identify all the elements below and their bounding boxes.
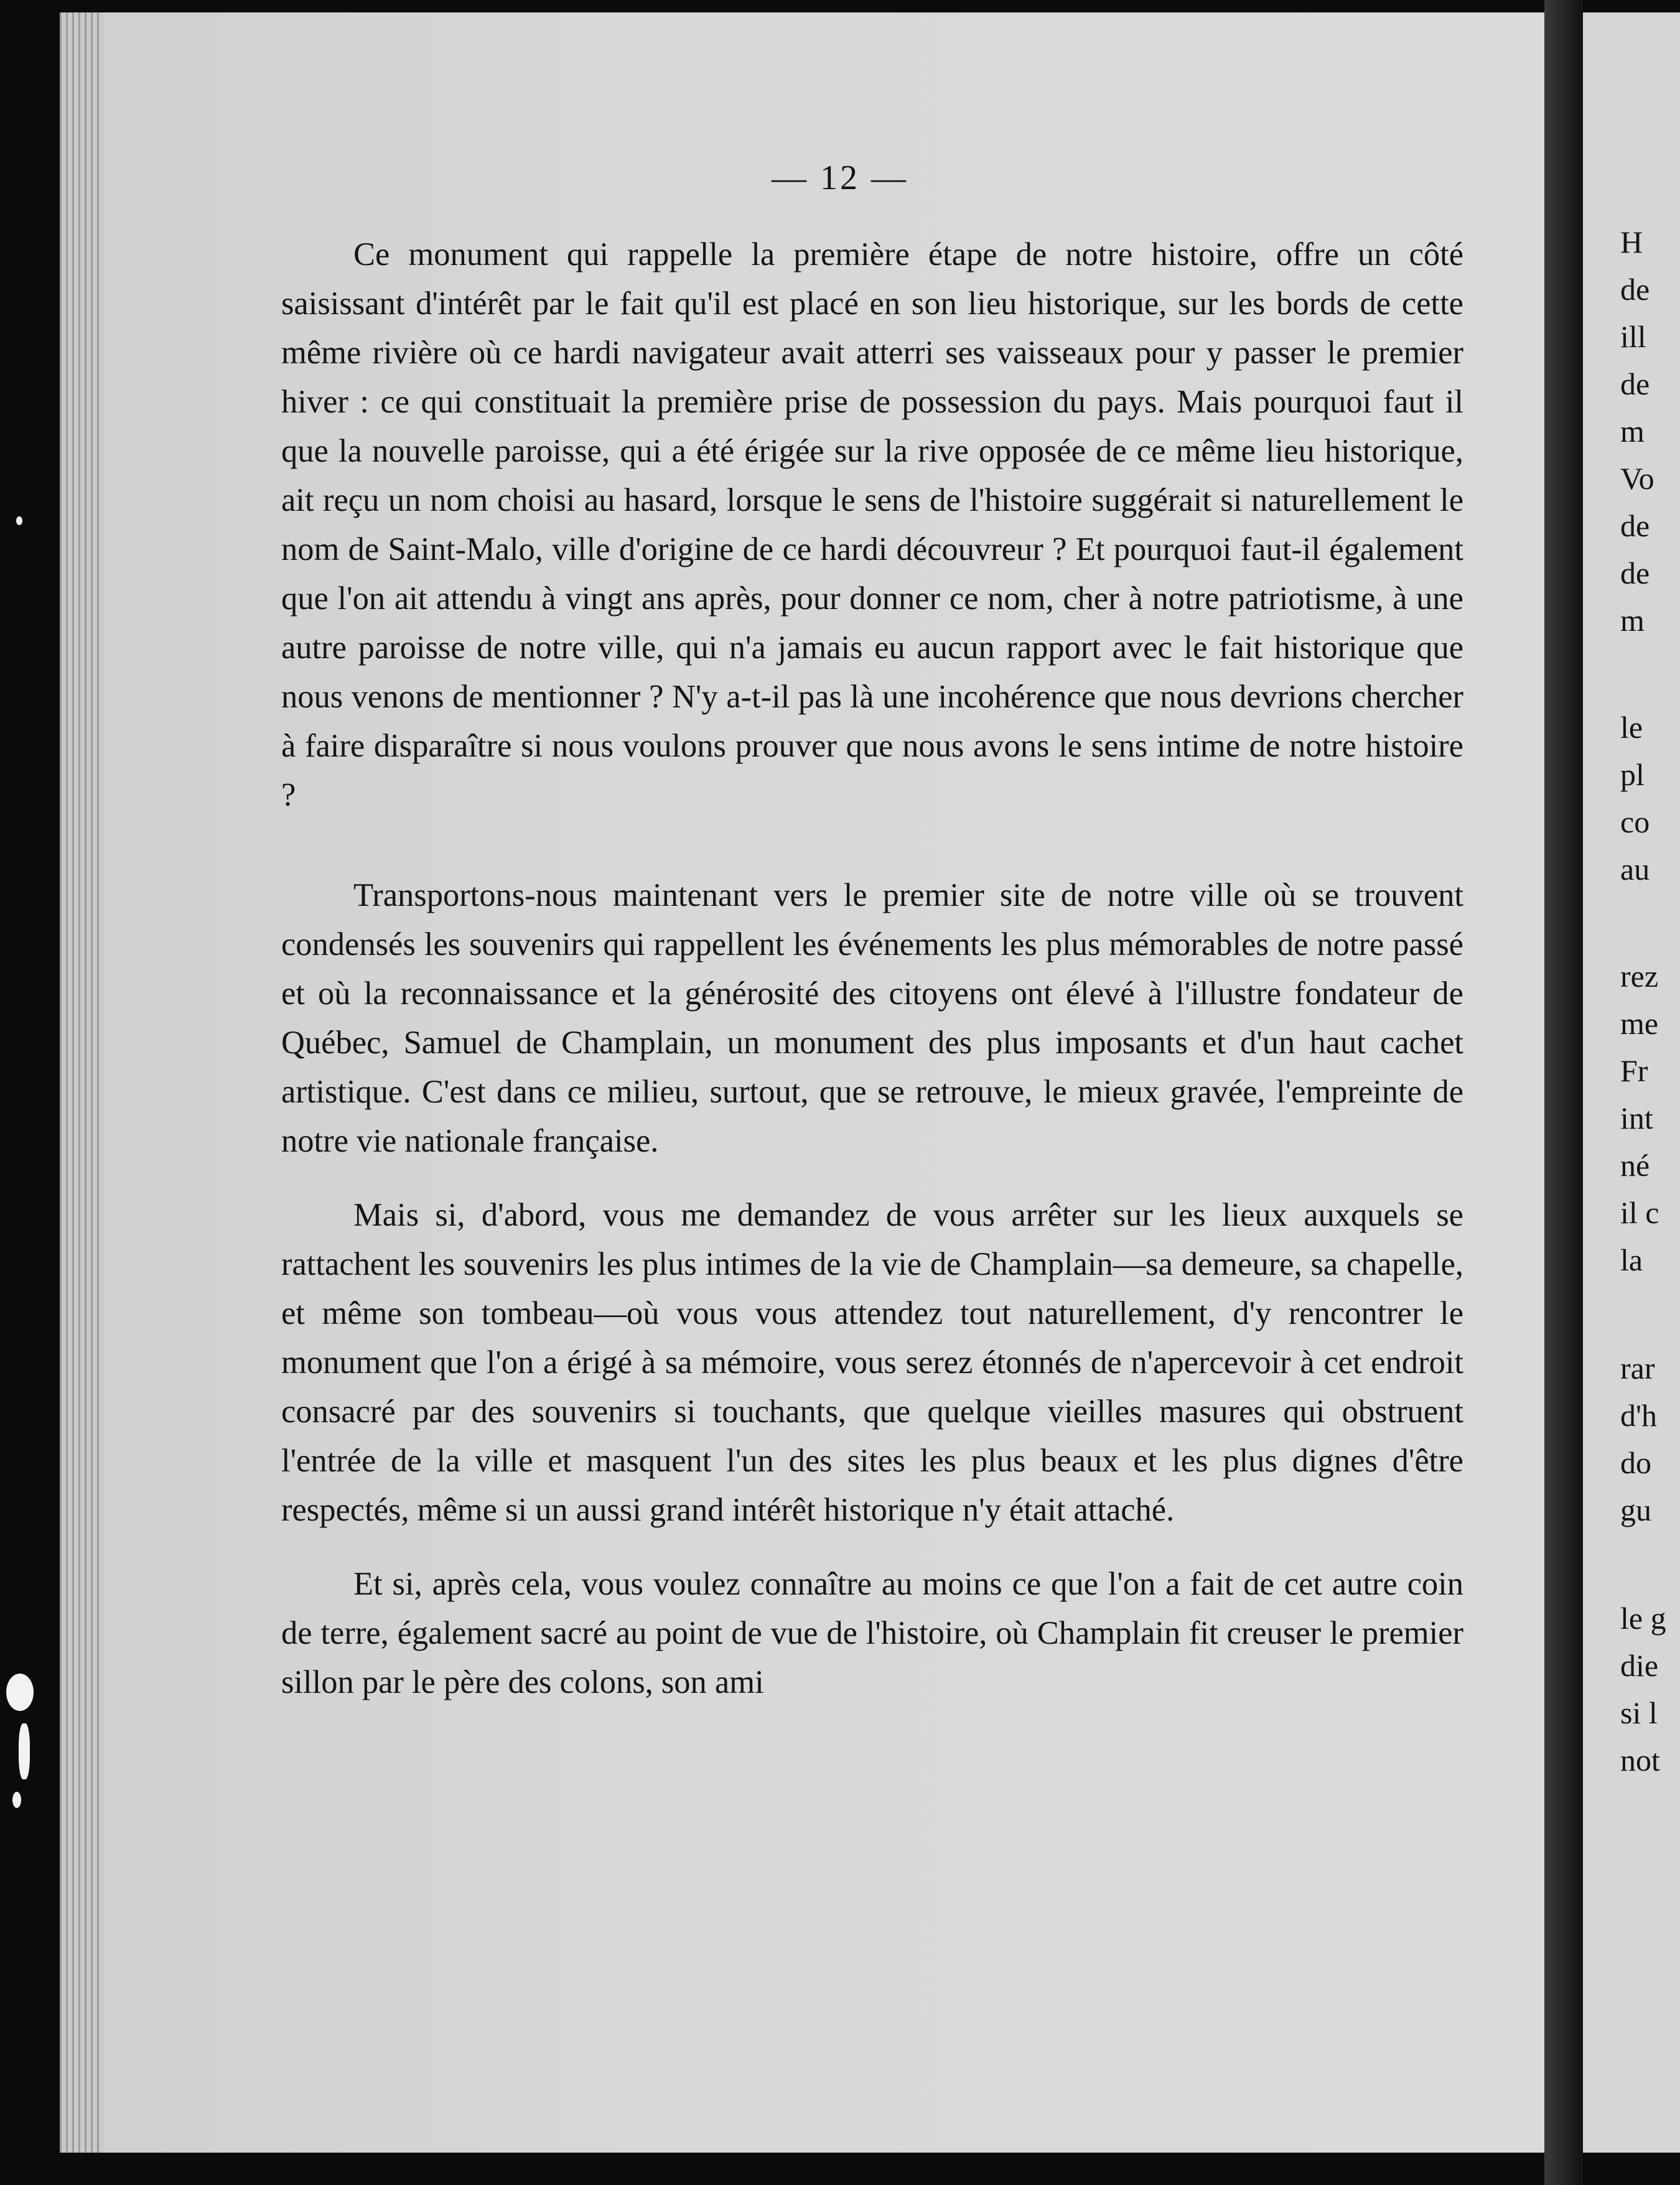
facing-line: de bbox=[1620, 508, 1650, 543]
body-text bbox=[281, 230, 1463, 1707]
scan-speck bbox=[6, 1674, 34, 1711]
facing-line: m bbox=[1620, 414, 1645, 449]
facing-line: de bbox=[1620, 272, 1650, 307]
facing-line: si l bbox=[1620, 1695, 1658, 1730]
facing-line: int bbox=[1620, 1101, 1653, 1135]
facing-line: pl bbox=[1620, 757, 1645, 792]
facing-line: de bbox=[1620, 556, 1650, 590]
facing-line: me bbox=[1620, 1006, 1659, 1041]
facing-line: do bbox=[1620, 1445, 1651, 1480]
facing-line: die bbox=[1620, 1648, 1659, 1683]
facing-line: né bbox=[1620, 1148, 1650, 1183]
book-gutter bbox=[1544, 0, 1583, 2185]
facing-line: co bbox=[1620, 804, 1650, 839]
scan-speck bbox=[12, 1792, 21, 1808]
scan-speck bbox=[19, 1723, 30, 1779]
paragraph: Mais si, d'abord, vous me demandez de vous arrêter sur les lieux auxquels se rattachent les souvenirs les plus intimes de la vie de Champlain—sa demeure, sa chapelle, et même son tombeau—où vous vous attendez tout naturellement, d'y rencontrer le monument que l'on a érigé à sa mémoire, vous serez étonnés de n'apercevoir à cet endroit consacré par des souvenirs si touchants, que quelque vieilles masures qui obstruent l'entrée de la ville et masquent l'un des sites les plus beaux et les plus dignes d'être respectés, même si un aussi grand intérêt historique n'y était attaché. bbox=[281, 1197, 1463, 1528]
paragraph: Et si, après cela, vous voulez connaître au moins ce que l'on a fait de cet autre coin de terre, également sacré au point de vue de l'histoire, où Champlain fit creuser le premier sillon par le père des colons, son ami bbox=[281, 1566, 1463, 1700]
facing-line: le g bbox=[1620, 1601, 1666, 1636]
paragraph: Transportons-nous maintenant vers le premier site de notre ville où se trouvent condensés les souvenirs qui rappellent les événements les plus mémorables de notre passé et où la reconnaissance et la générosité des citoyens ont élevé à l'illustre fondateur de Québec, Samuel de Champlain, un monument des plus imposants et d'un haut cachet artistique. C'est dans ce milieu, surtout, que se retrouve, le mieux gravée, l'empreinte de notre vie nationale française. bbox=[281, 877, 1463, 1159]
facing-line: H bbox=[1620, 225, 1643, 259]
page-edges-overlay bbox=[60, 12, 103, 2153]
facing-line: la bbox=[1620, 1242, 1643, 1277]
facing-line: de bbox=[1620, 366, 1650, 401]
facing-line: Vo bbox=[1620, 461, 1654, 496]
facing-line: Fr bbox=[1620, 1053, 1648, 1088]
scan-speck bbox=[16, 516, 22, 525]
facing-line: not bbox=[1620, 1743, 1660, 1777]
paragraph: Ce monument qui rappelle la première étape de notre histoire, offre un côté saisissant d'intérêt par le fait qu'il est placé en son lieu historique, sur les bords de cette même rivière où ce hardi navigateur avait atterri ses vaisseaux pour y passer le premier hiver : ce qui constituait la première prise de possession du pays. Mais pourquoi faut il que la nouvelle paroisse, qui a été érigée sur la rive opposée de ce même lieu historique, ait reçu un nom choisi au hasard, lorsque le sens de l'histoire suggérait si naturellement le nom de Saint-Malo, ville d'origine de ce hardi découvreur ? Et pourquoi faut-il également que l'on ait attendu à vingt ans après, pour donner ce nom, cher à notre patriotisme, à une autre paroisse de notre ville, qui n'a jamais eu aucun rapport avec le fait historique que nous venons de mentionner ? N'y a-t-il pas là une incohérence que nous devrions chercher à faire disparaître si nous voulons prouver que nous avons le sens intime de notre histoire ? bbox=[281, 236, 1463, 813]
facing-line: rar bbox=[1620, 1351, 1655, 1386]
facing-line: le bbox=[1620, 710, 1643, 745]
facing-line: gu bbox=[1620, 1493, 1651, 1527]
facing-line: ill bbox=[1620, 319, 1646, 354]
page-number: — 12 — bbox=[772, 159, 908, 197]
facing-line: d'h bbox=[1620, 1398, 1658, 1433]
facing-line: au bbox=[1620, 852, 1650, 887]
facing-line: rez bbox=[1620, 959, 1659, 994]
facing-line: il c bbox=[1620, 1195, 1659, 1230]
facing-line: m bbox=[1620, 603, 1645, 638]
